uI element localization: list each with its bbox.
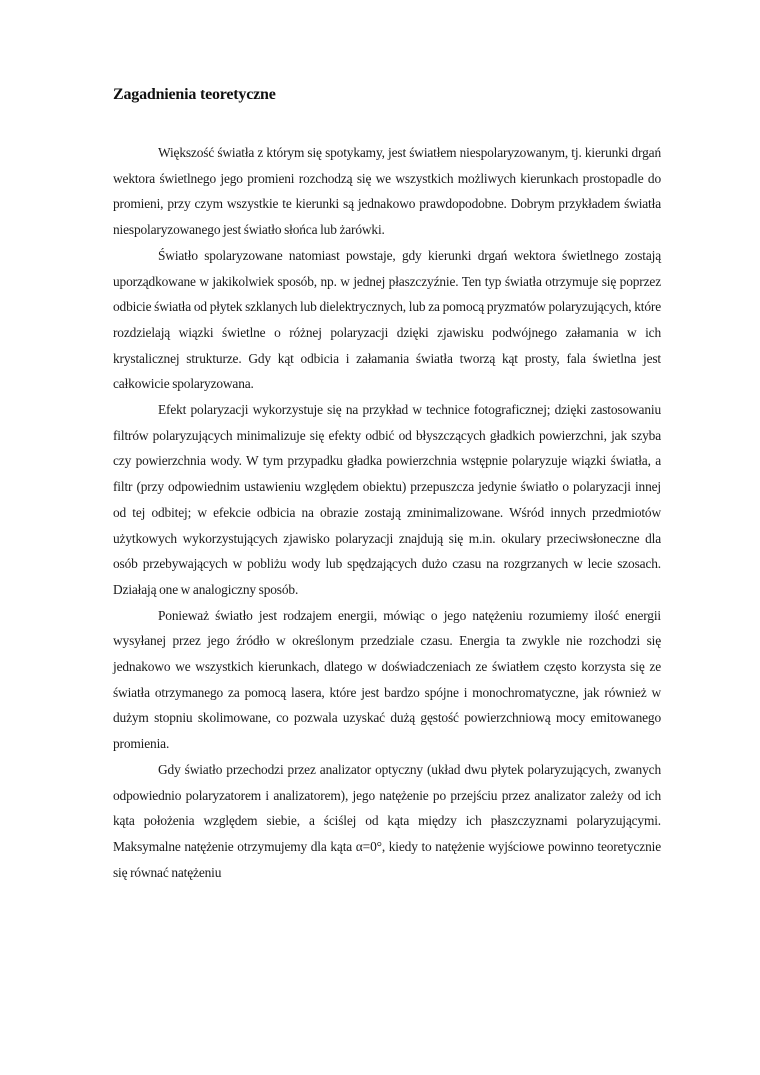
- paragraph-light-intensity: Ponieważ światło jest rodzajem energii, mówiąc o jego natężeniu rozumiemy ilość energii wysyłanej przez jego źródło w określonym przedziale czasu. Energia ta zwykle nie rozchodzi się jednakowo we wszystkich kierunkach, dlatego w doświadczeniach ze światłem często korzysta się ze światła otrzymanego za pomocą lasera, które jest bardzo spójne i monochromatyczne, jak również w dużym stopniu skolimowane, co pozwala uzyskać dużą gęstość powierzchniową mocy emitowanego promienia.: [113, 607, 661, 752]
- paragraph-optical-analyzer: Gdy światło przechodzi przez analizator optyczny (układ dwu płytek polaryzujących, zwanych odpowiednio polaryzatorem i analizatorem), jego natężenie po przejściu przez analizator zależy od ich kąta położenia względem siebie, a ściślej od kąta między ich płaszczyznami polaryzującymi. Maksymalne natężenie otrzymujemy dla kąta α=0°, kiedy to natężenie wyjściowe powinno teoretycznie się równać natężeniu: [113, 761, 661, 880]
- paragraph-polarized-light: Światło spolaryzowane natomiast powstaje, gdy kierunki drgań wektora świetlnego zostają uporządkowane w jakikolwiek sposób, np. w jednej płaszczyźnie. Ten typ światła otrzymuje się poprzez odbicie światła od płytek szklanych lub dielektrycznych, lub za pomocą pryzmatów polaryzujących, które rozdzielają wiązki świetlne o różnej polaryzacji dzięki zjawisku podwójnego załamania w ich krystalicznej strukturze. Gdy kąt odbicia i załamania światła tworzą kąt prosty, fala świetlna jest całkowicie spolaryzowana.: [113, 247, 661, 392]
- paragraph-polarization-applications: Efekt polaryzacji wykorzystuje się na przykład w technice fotograficznej; dzięki zastosowaniu filtrów polaryzujących minimalizuje się efekty odbić od błyszczących gładkich powierzchni, jak szyba czy powierzchnia wody. W tym przypadku gładka powierzchnia wstępnie polaryzuje wiązki światła, a filtr (przy odpowiednim ustawieniu względem obiektu) przepuszcza jedynie światło o polaryzacji innej od tej odbitej; w efekcie odbicia na obrazie zostają zminimalizowane. Wśród innych przedmiotów użytkowych wykorzystujących zjawisko polaryzacji znajdują się m.in. okulary przeciwsłoneczne dla osób przebywających w pobliżu wody lub spędzających dużo czasu na rozgrzanych w lecie szosach. Działają one w analogiczny sposób.: [113, 402, 661, 597]
- section-heading: Zagadnienia teoretyczne: [113, 86, 276, 103]
- body-text: [113, 140, 661, 885]
- paragraph-unpolarized-light: Większość światła z którym się spotykamy, jest światłem niespolaryzowanym, tj. kierunki drgań wektora świetlnego jego promieni rozchodzą się we wszystkich możliwych kierunkach prostopadle do promieni, przy czym wszystkie te kierunki są jednakowo prawdopodobne. Dobrym przykładem światła niespolaryzowanego jest światło słońca lub żarówki.: [113, 145, 661, 238]
